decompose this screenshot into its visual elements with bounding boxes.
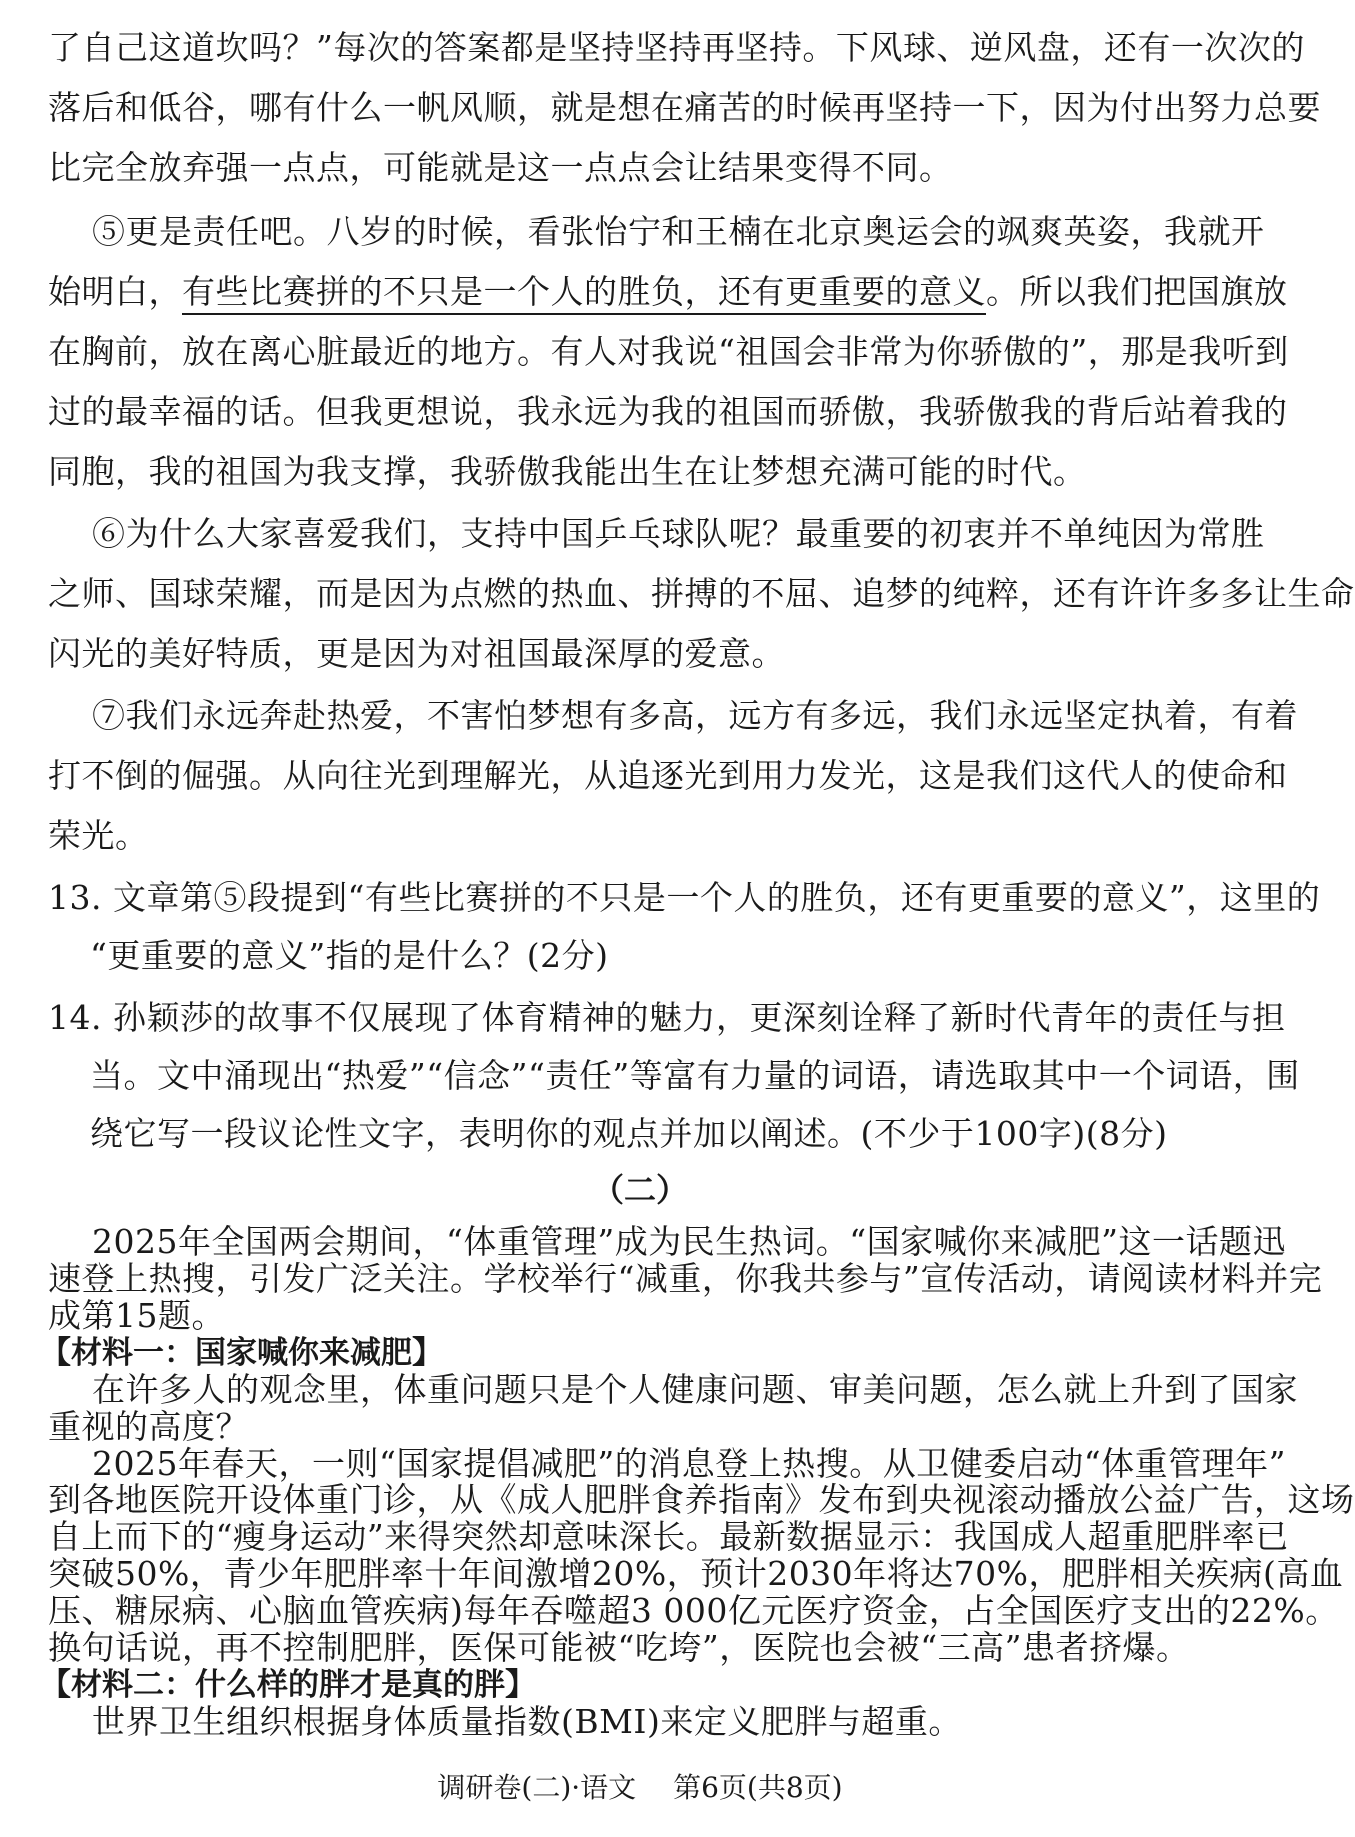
footer-exam-name: 调研卷(二)·语文	[437, 1771, 637, 1804]
paragraph-5-line: ⑤更是责任吧。八岁的时候，看张怡宁和王楠在北京奥运会的飒爽英姿，我就开	[92, 212, 1265, 251]
material-1-line: 突破50%，青少年肥胖率十年间激增20%，预计2030年将达70%，肥胖相关疾病(高血	[48, 1554, 1344, 1593]
paragraph-line: 比完全放弃强一点点，可能就是这一点点会让结果变得不同。	[48, 148, 953, 187]
material-1-line: 在许多人的观念里，体重问题只是个人健康问题、审美问题，怎么就上升到了国家	[92, 1370, 1298, 1409]
paragraph-line: 落后和低谷，哪有什么一帆风顺，就是想在痛苦的时候再坚持一下，因为付出努力总要	[48, 88, 1321, 127]
question-14: 当。文中涌现出“热爱”“信念”“责任”等富有力量的词语，请选取其中一个词语，围	[90, 1056, 1300, 1095]
material-1-line: 自上而下的“瘦身运动”来得突然却意味深长。最新数据显示：我国成人超重肥胖率已	[48, 1517, 1289, 1556]
material-1-title: 【材料一：国家喊你来减肥】	[40, 1335, 443, 1371]
footer-page-number: 第6页(共8页)	[673, 1771, 843, 1804]
paragraph-7-line: ⑦我们永远奔赴热爱，不害怕梦想有多高，远方有多远，我们永远坚定执着，有着	[92, 696, 1298, 735]
material-2-title: 【材料二：什么样的胖才是真的胖】	[40, 1667, 536, 1703]
page-footer	[0, 1768, 1280, 1808]
paragraph-5-line: 同胞，我的祖国为我支撑，我骄傲我能出生在让梦想充满可能的时代。	[48, 452, 1087, 491]
paragraph-6-line: ⑥为什么大家喜爱我们，支持中国乒乓球队呢？最重要的初衷并不单纯因为常胜	[92, 514, 1265, 553]
material-1-line: 压、糖尿病、心脑血管疾病)每年吞噬超3 000亿元医疗资金，占全国医疗支出的22%。	[48, 1591, 1339, 1630]
paragraph-5-line: 过的最幸福的话。但我更想说，我永远为我的祖国而骄傲，我骄傲我的背后站着我的	[48, 392, 1288, 431]
text-segment: 。所以我们把国旗放	[986, 272, 1288, 311]
intro-line: 2025年全国两会期间，“体重管理”成为民生热词。“国家喊你来减肥”这一话题迅	[92, 1222, 1286, 1261]
question-14: 绕它写一段议论性文字，表明你的观点并加以阐述。(不少于100字)(8分)	[90, 1114, 1168, 1153]
material-1-line: 换句话说，再不控制肥胖，医保可能被“吃垮”，医院也会被“三高”患者挤爆。	[48, 1628, 1190, 1667]
material-1-line: 2025年春天，一则“国家提倡减肥”的消息登上热搜。从卫健委启动“体重管理年”	[92, 1444, 1286, 1483]
paragraph-5-line	[48, 262, 1288, 322]
paragraph-7-line: 荣光。	[48, 816, 149, 855]
paragraph-5-line: 在胸前，放在离心脏最近的地方。有人对我说“祖国会非常为你骄傲的”，那是我听到	[48, 332, 1289, 371]
paragraph-line: 了自己这道坎吗？”每次的答案都是坚持坚持再坚持。下风球、逆风盘，还有一次次的	[48, 28, 1305, 67]
underlined-sentence: 有些比赛拼的不只是一个人的胜负，还有更重要的意义	[182, 272, 986, 315]
text-segment: 始明白，	[48, 272, 182, 311]
question-13: 13. 文章第⑤段提到“有些比赛拼的不只是一个人的胜负，还有更重要的意义”，这里的	[48, 878, 1321, 917]
section-title: （二）	[591, 1171, 688, 1209]
question-14: 14. 孙颖莎的故事不仅展现了体育精神的魅力，更深刻诠释了新时代青年的责任与担	[48, 998, 1286, 1037]
paragraph-6-line: 闪光的美好特质，更是因为对祖国最深厚的爱意。	[48, 634, 785, 673]
intro-line: 速登上热搜，引发广泛关注。学校举行“减重，你我共参与”宣传活动，请阅读材料并完	[48, 1259, 1323, 1298]
paragraph-6-line: 之师、国球荣耀，而是因为点燃的热血、拼搏的不屈、追梦的纯粹，还有许许多多让生命	[48, 574, 1355, 613]
material-1-line: 到各地医院开设体重门诊，从《成人肥胖食养指南》发布到央视滚动播放公益广告，这场	[48, 1480, 1355, 1519]
material-2-line: 世界卫生组织根据身体质量指数(BMI)来定义肥胖与超重。	[92, 1702, 962, 1741]
paragraph-7-line: 打不倒的倔强。从向往光到理解光，从追逐光到用力发光，这是我们这代人的使命和	[48, 756, 1288, 795]
intro-line: 成第15题。	[48, 1296, 225, 1335]
material-1-line: 重视的高度？	[48, 1407, 249, 1446]
question-13: “更重要的意义”指的是什么？(2分)	[90, 936, 609, 975]
